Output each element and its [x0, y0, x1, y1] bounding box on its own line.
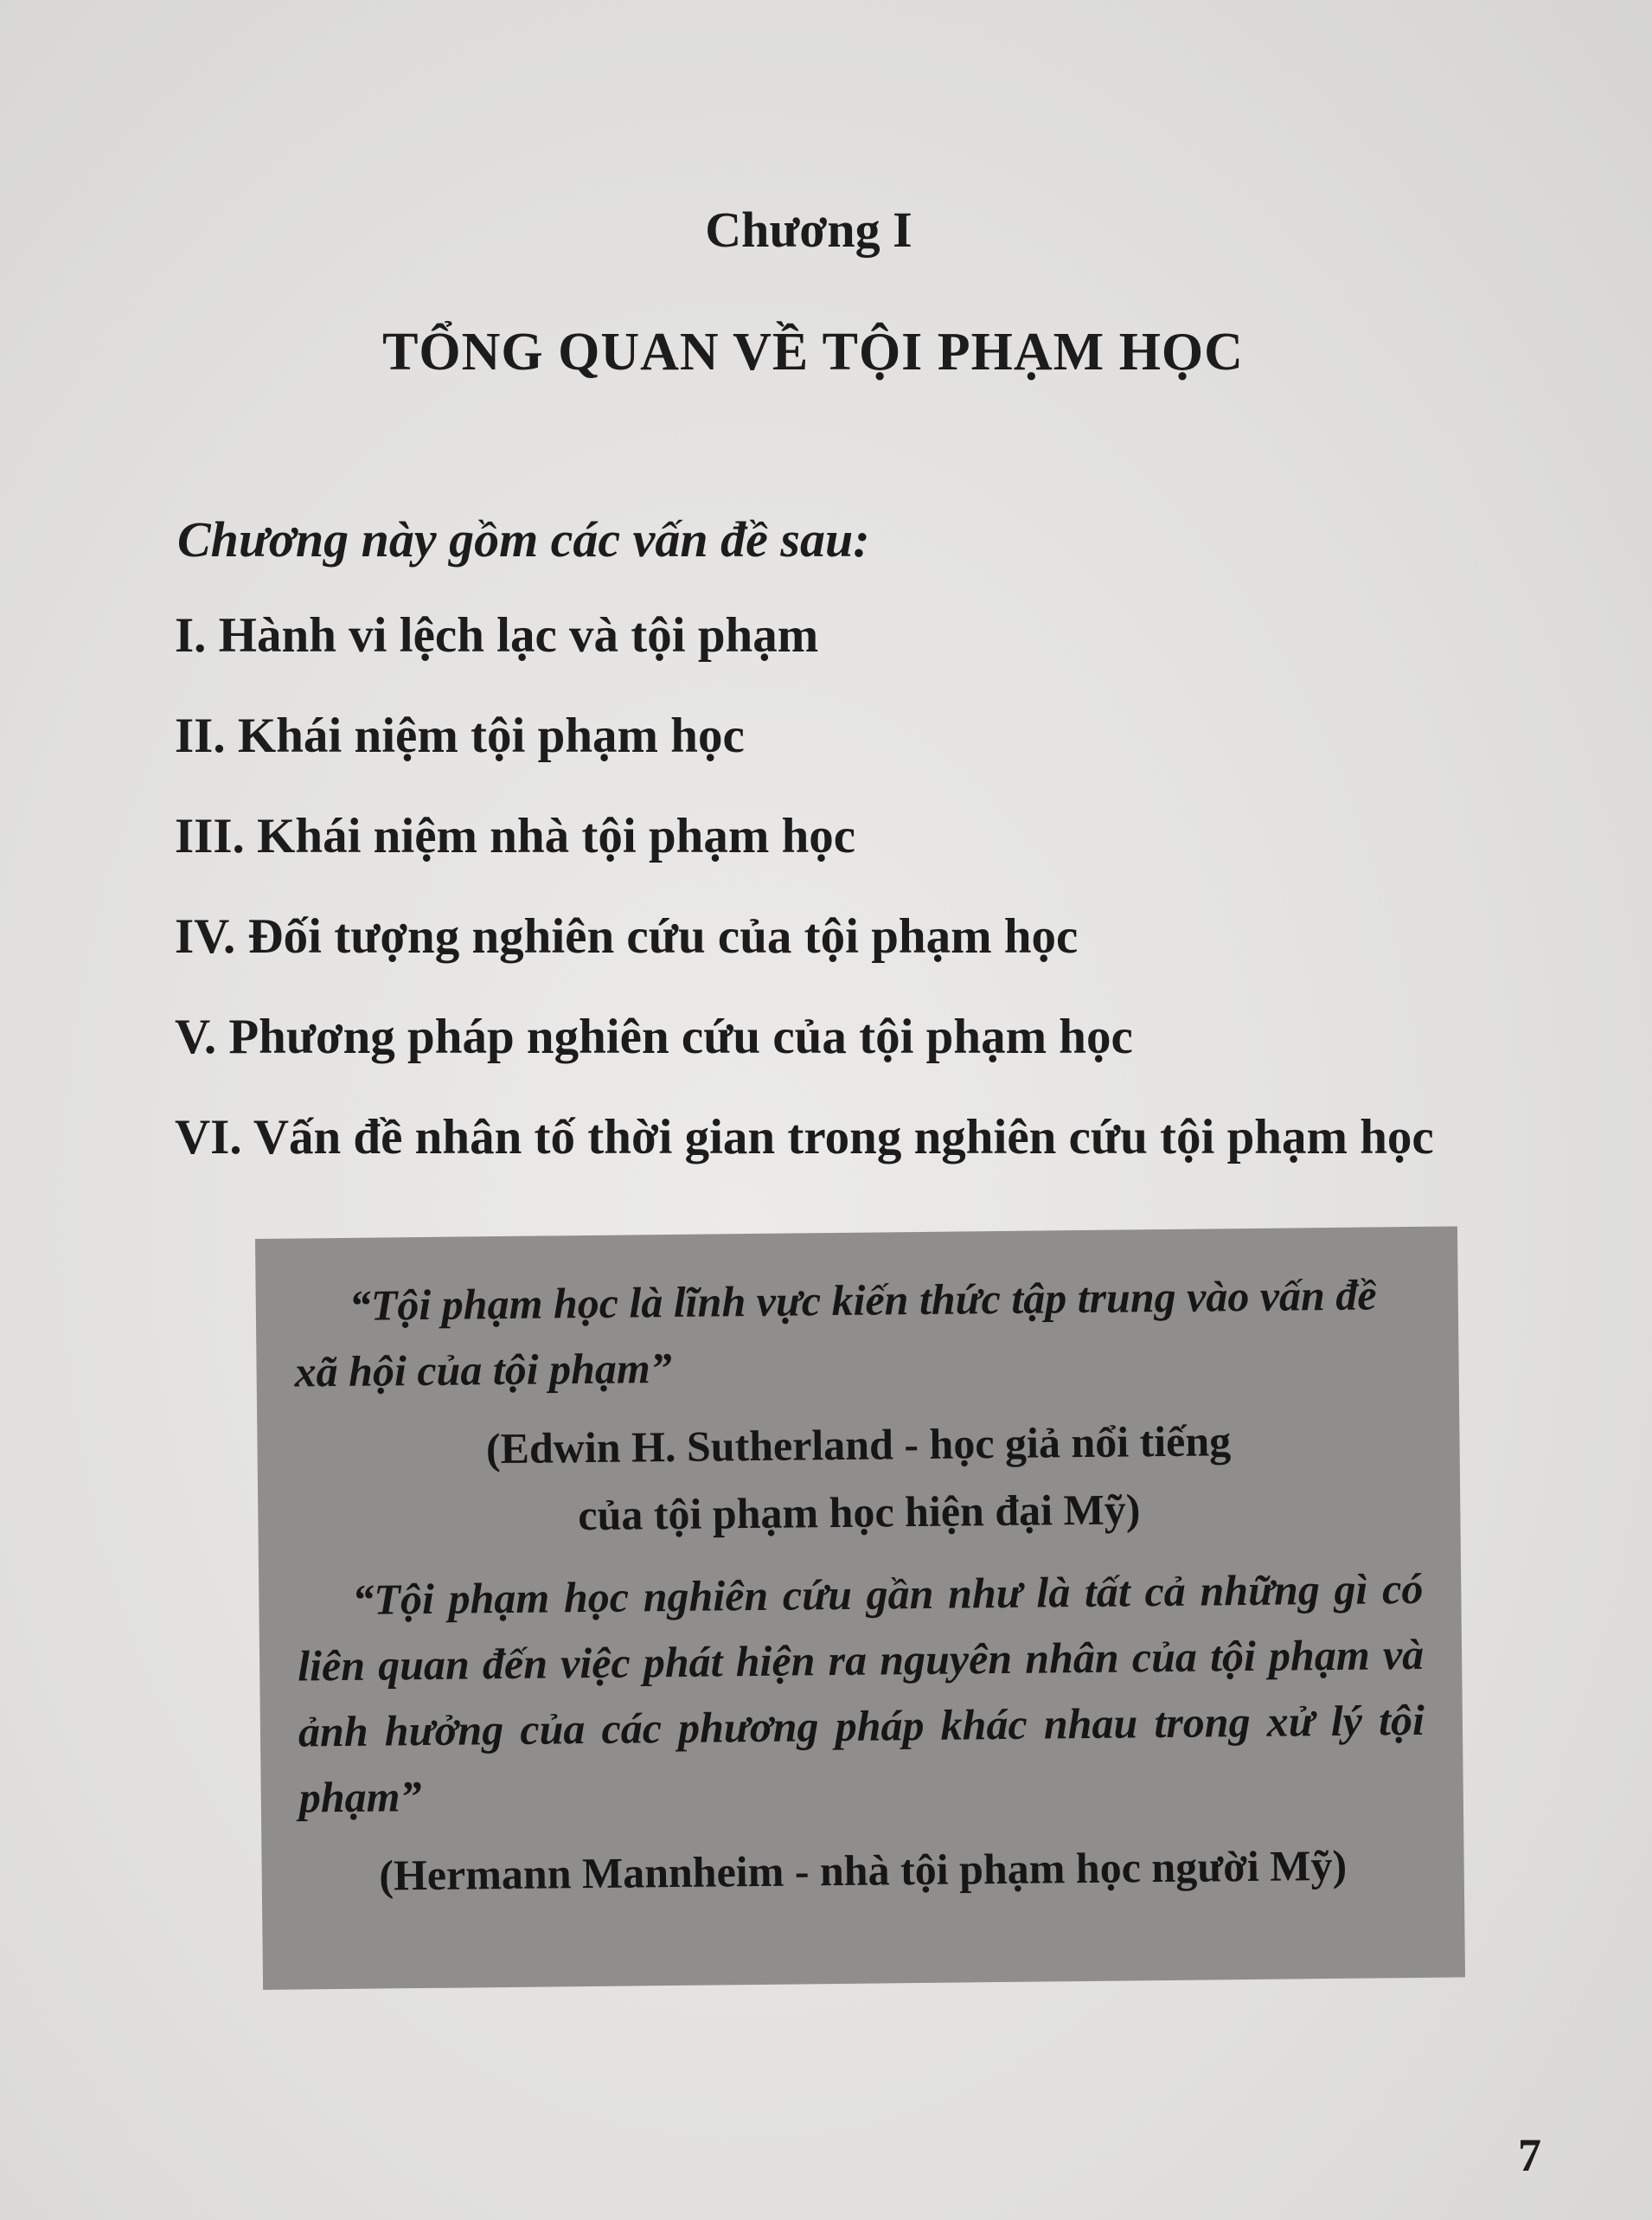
contents-item: I. Hành vi lệch lạc và tội phạm	[175, 608, 819, 663]
attribution-line: của tội phạm học hiện đại Mỹ)	[578, 1485, 1141, 1540]
quote-attribution	[299, 1831, 1426, 1910]
page-number: 7	[1518, 2129, 1541, 2181]
chapter-label: Chương I	[705, 202, 912, 258]
quote-text: “Tội phạm học là lĩnh vực kiến thức tập trung vào vấn đề xã hội của tội phạm”	[294, 1270, 1377, 1396]
contents-item: II. Khái niệm tội phạm học	[175, 709, 745, 763]
quote-attribution	[295, 1405, 1423, 1552]
attribution-line: (Hermann Mannheim - nhà tội phạm học người Mỹ)	[378, 1840, 1348, 1900]
quote-box	[255, 1226, 1465, 1990]
chapter-title: TỔNG QUAN VỀ TỘI PHẠM HỌC	[382, 323, 1244, 382]
contents-item: V. Phương pháp nghiên cứu của tội phạm học	[175, 1010, 1133, 1064]
chapter-contents-list	[175, 606, 1434, 1208]
contents-item: VI. Vấn đề nhân tố thời gian trong nghiên cứu tội phạm học	[175, 1110, 1434, 1165]
attribution-line: (Edwin H. Sutherland - học giả nổi tiếng	[485, 1416, 1232, 1473]
chapter-intro: Chương này gồm các vấn đề sau:	[177, 511, 870, 568]
quote-text: “Tội phạm học nghiên cứu gần như là tất cả những gì có liên quan đến việc phát hiện ra nguyên nhân của tội phạm và ảnh hưởng của các phương pháp khác nhau trong xử lý tội phạm”	[297, 1563, 1425, 1822]
contents-item: III. Khái niệm nhà tội phạm học	[175, 809, 856, 863]
contents-item: IV. Đối tượng nghiên cứu của tội phạm học	[175, 909, 1079, 964]
